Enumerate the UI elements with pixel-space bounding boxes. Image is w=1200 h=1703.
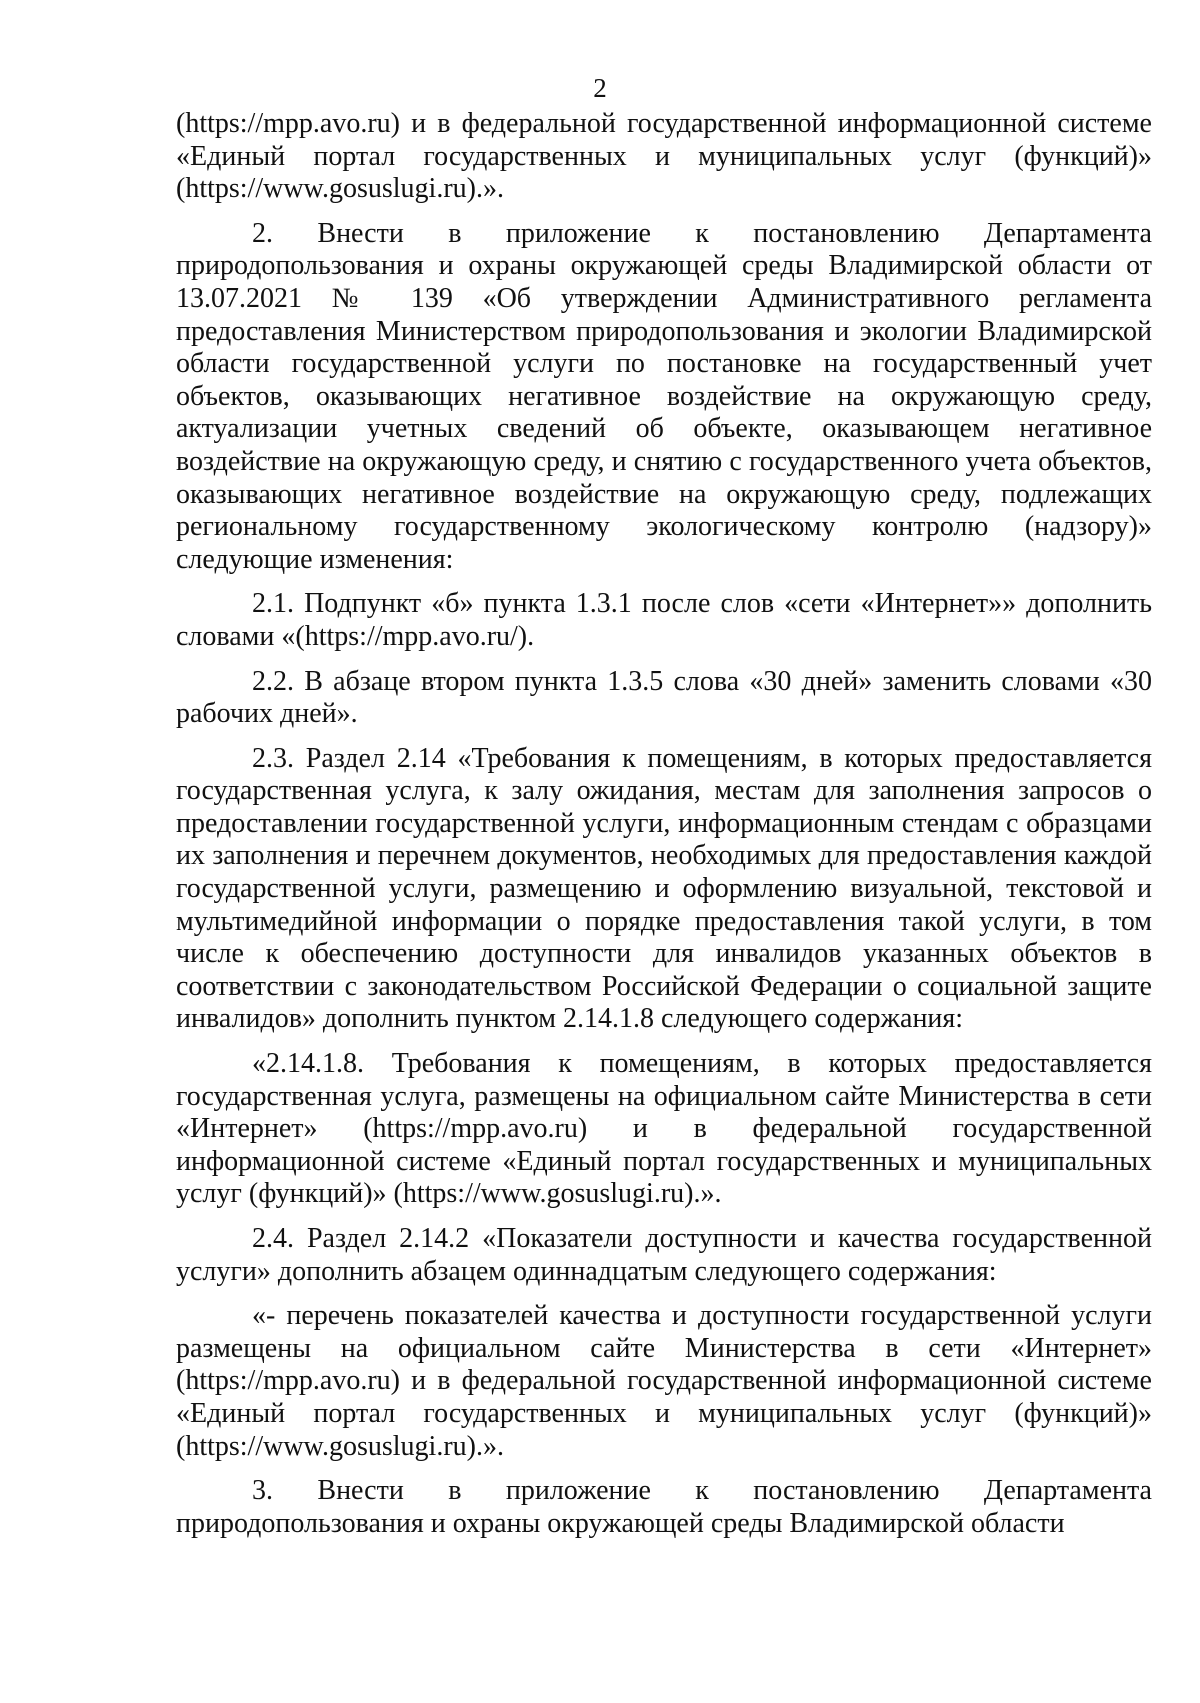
paragraph-quoted-indicators: «- перечень показателей качества и доступности государственной услуги размещены на официальном сайте Министерства в сети «Интернет» (https://mpp.avo.ru) и в федеральной государственной информационной системе «Единый портал государственных и муниципальных услуг (функций)» (https://www.gosuslugi.ru).».	[176, 1300, 1152, 1462]
paragraph-item-3: 3. Внести в приложение к постановлению Департамента природопользования и охраны окружающей среды Владимирской области	[176, 1475, 1152, 1539]
document-body	[176, 108, 1152, 1540]
paragraph-item-2-3: 2.3. Раздел 2.14 «Требования к помещениям, в которых предоставляется государственная услуга, к залу ожидания, местам для заполнения запросов о предоставлении государственной услуги, информационным стендам с образцами их заполнения и перечнем документов, необходимых для предоставления каждой государственной услуги, размещению и оформлению визуальной, текстовой и мультимедийной информации о порядке предоставления такой услуги, в том числе к обеспечению доступности для инвалидов указанных объектов в соответствии с законодательством Российской Федерации о социальной защите инвалидов» дополнить пунктом 2.14.1.8 следующего содержания:	[176, 742, 1152, 1035]
page-number: 2	[593, 73, 607, 103]
paragraph-continuation: (https://mpp.avo.ru) и в федеральной государственной информационной системе «Единый портал государственных и муниципальных услуг (функций)» (https://www.gosuslugi.ru).».	[176, 108, 1152, 205]
paragraph-item-2: 2. Внести в приложение к постановлению Департамента природопользования и охраны окружающей среды Владимирской области от 13.07.2021 № 139 «Об утверждении Административного регламента предоставления Министерством природопользования и экологии Владимирской области государственной услуги по постановке на государственный учет объектов, оказывающих негативное воздействие на окружающую среду, актуализации учетных сведений об объекте, оказывающем негативное воздействие на окружающую среду, и снятию с государственного учета объектов, оказывающих негативное воздействие на окружающую среду, подлежащих региональному государственному экологическому контролю (надзору)» следующие изменения:	[176, 217, 1152, 575]
paragraph-item-2-4: 2.4. Раздел 2.14.2 «Показатели доступности и качества государственной услуги» дополнить абзацем одиннадцатым следующего содержания:	[176, 1223, 1152, 1287]
paragraph-item-2-2: 2.2. В абзаце втором пункта 1.3.5 слова «30 дней» заменить словами «30 рабочих дней».	[176, 665, 1152, 730]
paragraph-item-2-1: 2.1. Подпункт «б» пункта 1.3.1 после слов «сети «Интернет»» дополнить словами «(https://mpp.avo.ru/).	[176, 588, 1152, 652]
paragraph-item-2-14-1-8: «2.14.1.8. Требования к помещениям, в которых предоставляется государственная услуга, размещены на официальном сайте Министерства в сети «Интернет» (https://mpp.avo.ru) и в федеральной государственной информационной системе «Единый портал государственных и муниципальных услуг (функций)» (https://www.gosuslugi.ru).».	[176, 1048, 1152, 1210]
